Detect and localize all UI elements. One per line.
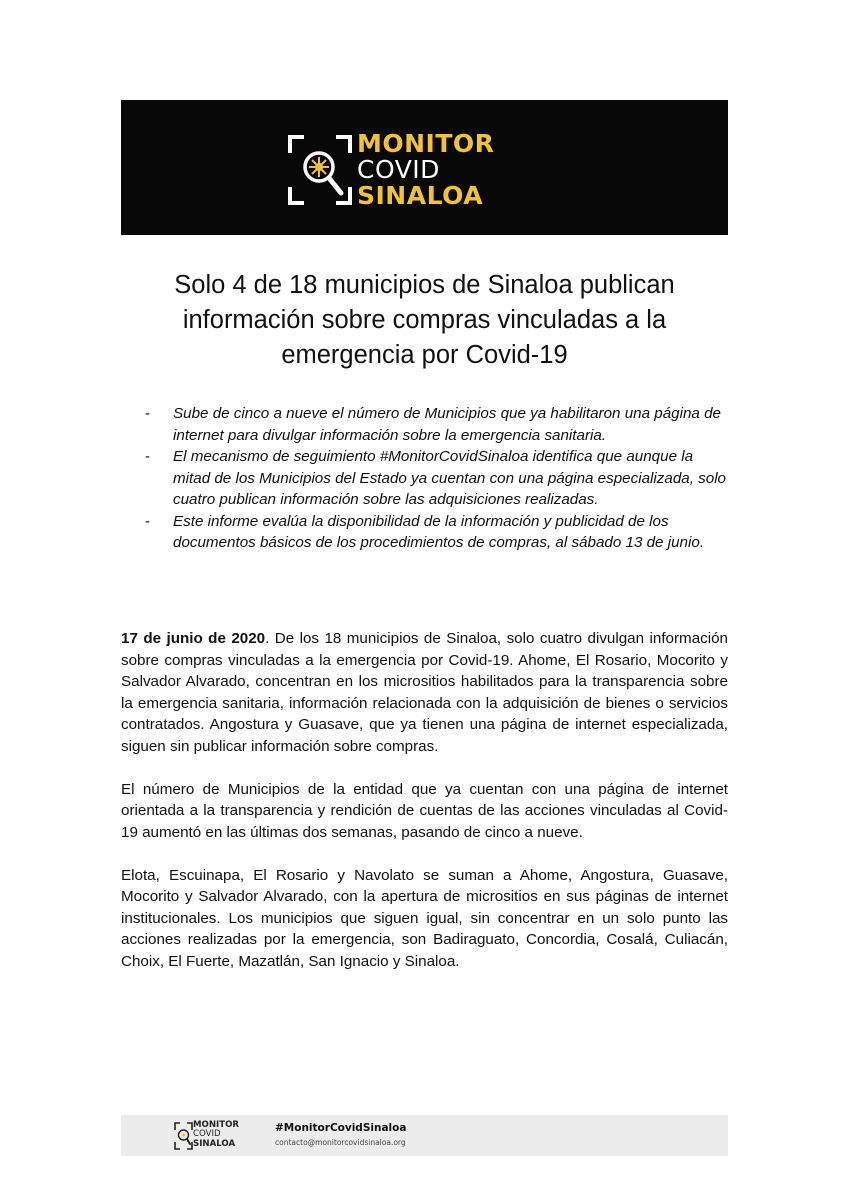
paragraph-text: . De los 18 municipios de Sinaloa, solo cuatro divulgan información sobre compras vinculadas a la emergencia por Covid-19. Ahome, El Rosario, Mocorito y Salvador Alvarado, concentran en los micrositios habilitados para la transparencia sobre la emergencia sanitaria, información relacionada con la adquisición de bienes o servicios contratados. Angostura y Guasave, que ya tienen una página de internet especializada, siguen sin publicar información sobre compras. <box>121 630 728 755</box>
logo-line-covid: COVID <box>357 155 440 184</box>
title-line: emergencia por Covid-19 <box>281 341 568 369</box>
article-body <box>121 628 728 994</box>
bullet-item <box>143 403 733 446</box>
bullet-text: Este informe evalúa la disponibilidad de la información y publicidad de los documentos básicos de los procedimientos de compras, al sábado 13 de junio. <box>173 512 705 551</box>
bullet-item <box>143 446 733 511</box>
footer-hashtag: #MonitorCovidSinaloa <box>275 1122 407 1134</box>
article-date: 17 de junio de 2020 <box>121 630 266 647</box>
footer-email-link[interactable]: contacto@monitorcovidsinaloa.org <box>275 1138 406 1147</box>
paragraph: Elota, Escuinapa, El Rosario y Navolato se suman a Ahome, Angostura, Guasave, Mocorito y Salvador Alvarado, con la apertura de micrositios en sus páginas de internet institucionales. Los municipios que siguen igual, sin concentrar en un solo punto las acciones realizadas por la emergencia, son Badiraguato, Concordia, Cosalá, Culiacán, Choix, El Fuerte, Mazatlán, San Ignacio y Sinaloa. <box>121 866 728 970</box>
paragraph: El número de Municipios de la entidad que ya cuentan con una página de internet orientada a la transparencia y rendición de cuentas de las acciones vinculadas al Covid-19 aumentó en las últimas dos semanas, pasando de cinco a nueve. <box>121 780 728 841</box>
title-line: Solo 4 de 18 municipios de Sinaloa publican <box>174 271 675 299</box>
bullet-item <box>143 511 733 554</box>
summary-bullets <box>143 403 733 554</box>
bullet-dash: - <box>145 405 151 422</box>
logo-text <box>357 131 494 209</box>
bullet-text: Sube de cinco a nueve el número de Municipios que ya habilitaron una página de internet para divulgar información sobre la emergencia sanitaria. <box>173 405 721 444</box>
title-line: información sobre compras vinculadas a la <box>182 306 667 334</box>
footer-logo-text <box>193 1121 239 1149</box>
logo-line-monitor: MONITOR <box>357 129 495 158</box>
footer-logo-line: MONITOR <box>193 1120 240 1130</box>
bullet-dash: - <box>145 512 151 530</box>
paragraph <box>121 628 728 757</box>
footer-logo-line: SINALOA <box>193 1138 236 1149</box>
bullet-dash: - <box>145 448 151 465</box>
footer-logo-line: COVID <box>193 1129 221 1140</box>
bullet-text: El mecanismo de seguimiento #MonitorCovidSinaloa identifica que aunque la mitad de los Municipios del Estado ya cuentan con una página especializada, solo cuatro publican información sobre las adquisiciones realizadas. <box>173 448 727 508</box>
logo-line-sinaloa: SINALOA <box>357 181 484 210</box>
page-title <box>121 268 728 373</box>
